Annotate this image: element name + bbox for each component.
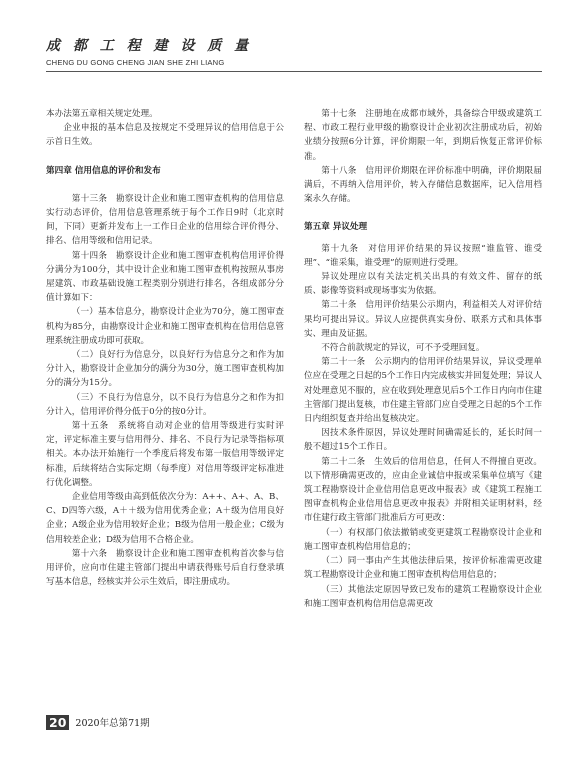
page-footer: [46, 714, 150, 730]
article-22: 第二十二条 生效后的信用信息，任何人不得擅自更改。以下情形确需更改的，应由企业诚信申报或采集单位填写《建筑工程勘察设计企业信用信息更改申报表》或《建筑工程施工图审查机构企业信用信息更改申报表》并附相关证明材料，经市住建行政主管部门批准后方可更改：: [304, 456, 542, 524]
article-15: 第十五条 系统将自动对企业的信用等级进行实时评定，评定标准主要与信用得分、排名、不良行为记录等指标项相关。本办法开始施行一个季度后将发布第一版信用等级评定标准，后续将结合实际定期（每季度）对信用等级评定标准进行优化调整。: [46, 421, 284, 488]
list-item: （一）有权部门依法撤销或变更建筑工程勘察设计企业和施工图审查机构信用信息的；: [304, 527, 542, 552]
right-column: [304, 107, 542, 611]
page-header: [46, 36, 542, 68]
header-rule: [46, 71, 542, 72]
chapter-heading: 第五章 异议处理: [304, 222, 368, 233]
paragraph: 异议处理应以有关法定机关出具的有效文件、留存的纸质、影像等资料或现场事实为依据。: [304, 272, 542, 297]
article-16: 第十六条 勘察设计企业和施工图审查机构首次参与信用评价，应向市住建主管部门提出申请获得账号后自行登录填写基本信息，经核实并公示生效后，即注册成功。: [46, 548, 284, 588]
article-21: 第二十一条 公示期内的信用评价结果异议，异议受理单位应在受理之日起的5个工作日内完成核实并回复处理；异议人对处理意见不服的，应在收到处理意见后5个工作日内向市住建主管部门提出复核，市住建主管部门应自受理之日起的5个工作日内组织复查并给出复核决定。: [304, 357, 542, 425]
magazine-pinyin: CHENG DU GONG CHENG JIAN SHE ZHI LIANG: [46, 58, 225, 67]
list-item: （三）不良行为信息分，以不良行为信息分之和作为扣分计入，信用评价得分低于0分的按0分计。: [46, 392, 284, 417]
chapter-heading: 第四章 信用信息的评价和发布: [46, 165, 161, 176]
list-item: （三）其他法定原因导致已发布的建筑工程勘察设计企业和施工图审查机构信用信息需更改: [304, 584, 542, 609]
list-item: （二）良好行为信息分，以良好行为信息分之和作为加分计入，勘察设计企业加分的满分为30分，施工图审查机构加分的满分为15分。: [46, 350, 284, 389]
page-number: 20: [46, 715, 69, 730]
article-20: 第二十条 信用评价结果公示期内，利益相关人对评价结果均可提出异议。异议人应提供真实身份、联系方式和具体事实、理由及证据。: [304, 300, 542, 339]
article-13: 第十三条 勘察设计企业和施工图审查机构的信用信息实行动态评价，信用信息管理系统于每个工作日9时（北京时间，下同）更新并发布上一工作日企业的信用综合评价得分、排名、信用等级和信用记录。: [46, 193, 284, 247]
list-item: （一）基本信息分，勘察设计企业为70分，施工图审查机构为85分，由勘察设计企业和施工图审查机构在信用信息管理系统注册成功即可获取。: [46, 307, 284, 346]
article-17: 第十七条 注册地在成都市域外，具备综合甲级或建筑工程、市政工程行业甲级的勘察设计企业初次注册成功后，初始业绩分按照6分计算，评价期限一年，到期后恢复正常评价标准。: [304, 109, 542, 162]
article-14: 第十四条 勘察设计企业和施工图审查机构信用评价得分满分为100分，其中设计企业和施工图审查机构按照从事房屋建筑、市政基础设施工程类别分别进行排名，各组成部分分值计算如下：: [46, 250, 284, 304]
paragraph: 本办法第五章相关规定处理。: [46, 109, 158, 119]
list-item: （二）同一事由产生其他法律后果，按评价标准需更改建筑工程勘察设计企业和施工图审查机构信用信息的；: [304, 556, 542, 581]
article-18: 第十八条 信用评价期限在评价标准中明确，评价期限届满后，不再纳入信用评价，转入存储信息数据库，记入信用档案永久存储。: [304, 165, 542, 205]
issue-label: 2020年总第71期: [75, 718, 150, 729]
paragraph: 因技术条件原因，异议处理时间确需延长的，延长时间一般不超过15个工作日。: [304, 428, 542, 453]
left-column: [46, 107, 284, 590]
article-19: 第十九条 对信用评价结果的异议按照“谁监管、谁受理”、“谁采集，谁受理”的原则进行受理。: [304, 243, 542, 268]
magazine-title: 成 都 工 程 建 设 质 量: [46, 38, 253, 54]
paragraph: 企业申报的基本信息及按规定不受理异议的信用信息于公示首日生效。: [46, 123, 284, 148]
paragraph: 企业信用等级由高到低依次分为：A++、A+、A、B、C、D四等六级，A＋＋级为信用优秀企业；A＋级为信用良好企业；A级企业为信用较好企业；B级为信用一般企业；C级为信用较差企业；D级为信用不合格企业。: [46, 492, 284, 545]
paragraph: 不符合前款规定的异议，可不予受理回复。: [321, 343, 485, 354]
